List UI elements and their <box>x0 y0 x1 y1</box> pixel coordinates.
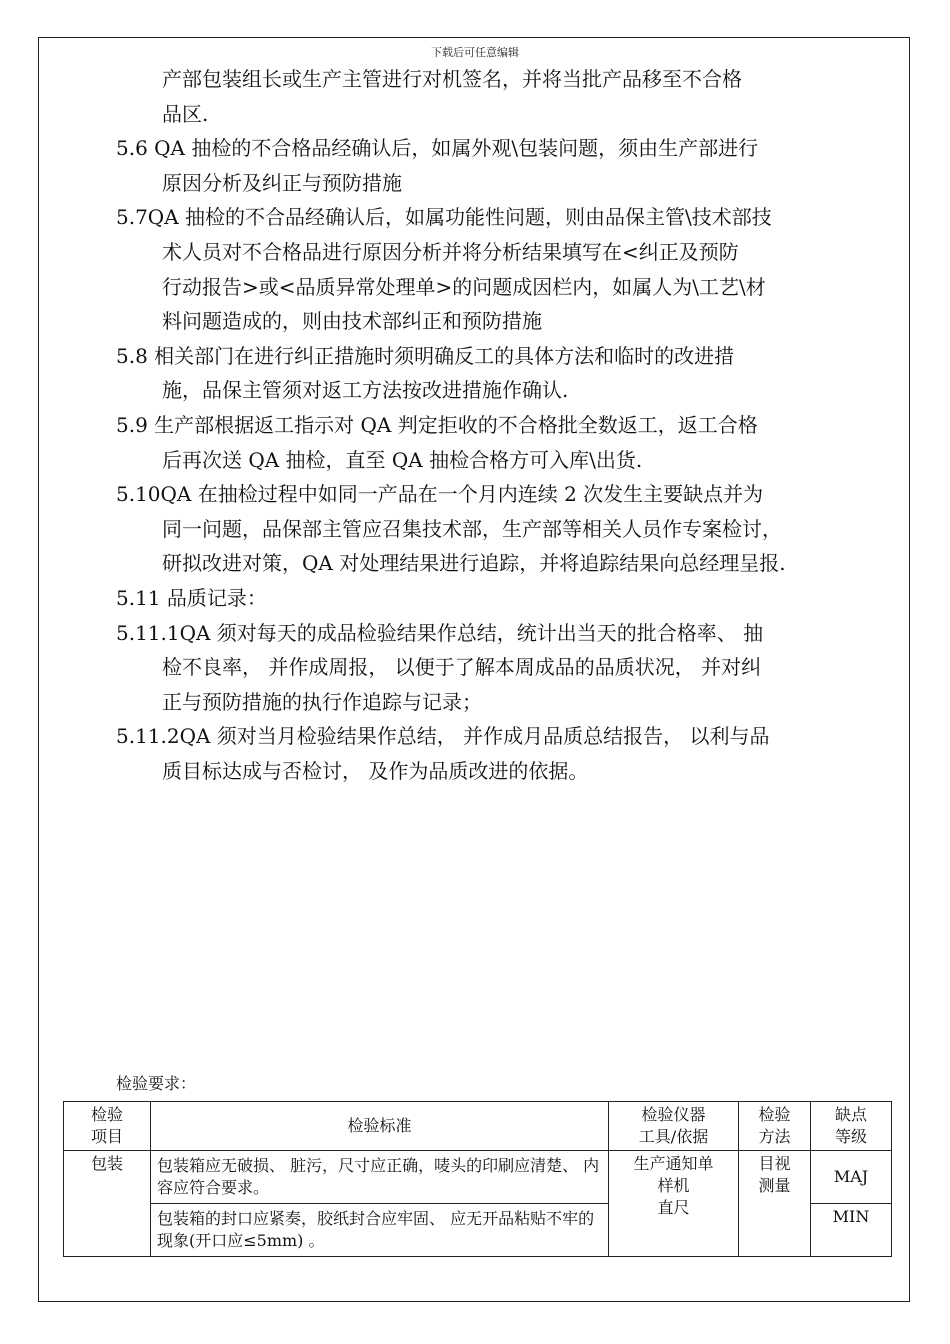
cell-grade-2: MIN <box>811 1204 892 1257</box>
text-line: 行动报告>或<品质异常处理单>的问题成因栏内，如属人为\工艺\材 <box>162 274 766 299</box>
text-line: 料问题造成的，则由技术部纠正和预防措施 <box>162 309 542 334</box>
text-line: 5.6 QA 抽检的不合格品经确认后，如属外观\包装问题，须由生产部进行 <box>116 136 759 161</box>
text-line: 产部包装组长或生产主管进行对机签名，并将当批产品移至不合格 <box>162 67 742 91</box>
header-standard: 检验标准 <box>151 1102 609 1151</box>
paragraph-5-7 <box>0 200 950 338</box>
text-line: 质目标达成与否检讨， 及作为品质改进的依据。 <box>162 758 589 783</box>
text-line: 5.11.1QA 须对每天的成品检验结果作总结，统计出当天的批合格率、 抽 <box>116 620 764 645</box>
header-item <box>64 1102 151 1151</box>
text-line: 5.11 品质记录： <box>116 585 267 610</box>
text-line: 5.8 相关部门在进行纠正措施时须明确反工的具体方法和临时的改进措 <box>116 343 735 368</box>
document-body <box>0 62 950 788</box>
text-line: 5.9 生产部根据返工指示对 QA 判定拒收的不合格批全数返工，返工合格 <box>116 412 758 437</box>
paragraph-5-6 <box>0 131 950 200</box>
paragraph-5-8 <box>0 339 950 408</box>
cell-tools <box>609 1151 739 1257</box>
inspection-table <box>63 1101 892 1257</box>
header-note: 下载后可任意编辑 <box>431 46 519 59</box>
paragraph-5-9 <box>0 408 950 477</box>
tool-line: 生产通知单 <box>633 1154 714 1173</box>
cell-standard-2: 包装箱的封口应紧奏，胶纸封合应牢固、 应无开品粘贴不牢的现象(开口应≤5mm) 。 <box>151 1204 609 1257</box>
paragraph-5-11 <box>0 581 950 616</box>
header-method-line: 检验 <box>758 1105 791 1124</box>
text-line: 正与预防措施的执行作追踪与记录； <box>162 689 482 714</box>
cell-grade-1: MAJ <box>811 1151 892 1204</box>
header-item-line: 项目 <box>90 1127 123 1146</box>
header-grade <box>811 1102 892 1151</box>
text-line: 5.7QA 抽检的不合品经确认后，如属功能性问题，则由品保主管\技术部技 <box>116 205 772 230</box>
text-line: 施，品保主管须对返工方法按改进措施作确认. <box>162 378 569 403</box>
text-line: 5.11.2QA 须对当月检验结果作总结， 并作成月品质总结报告， 以利与品 <box>116 724 770 749</box>
paragraph-5-11-1 <box>0 616 950 720</box>
header-tools-line: 工具/依据 <box>638 1127 709 1146</box>
table-header-row <box>64 1102 892 1151</box>
text-line: 5.10QA 在抽检过程中如同一产品在一个月内连续 2 次发生主要缺点并为 <box>116 482 764 507</box>
text-line: 研拟改进对策，QA 对处理结果进行追踪，并将追踪结果向总经理呈报. <box>162 551 786 576</box>
tool-line: 直尺 <box>657 1198 690 1217</box>
header-method-line: 方法 <box>758 1127 791 1146</box>
tool-line: 样机 <box>657 1176 690 1195</box>
text-line: 后再次送 QA 抽检，直至 QA 抽检合格方可入库\出货. <box>162 447 643 472</box>
text-line: 检不良率， 并作成周报， 以便于了解本周成品的品质状况， 并对纠 <box>162 655 762 680</box>
text-line: 术人员对不合格品进行原因分析并将分析结果填写在<纠正及预防 <box>162 239 739 264</box>
header-tools <box>609 1102 739 1151</box>
exam-requirements-label: 检验要求： <box>116 1074 197 1093</box>
paragraph-5-10 <box>0 477 950 581</box>
cell-method <box>739 1151 811 1257</box>
method-line: 目视 <box>758 1154 791 1173</box>
header-method <box>739 1102 811 1151</box>
header-tools-line: 检验仪器 <box>641 1105 706 1124</box>
paragraph-continuation <box>0 62 950 131</box>
paragraph-5-11-2 <box>0 719 950 788</box>
table-row <box>64 1151 892 1204</box>
method-line: 测量 <box>758 1176 791 1195</box>
cell-item: 包装 <box>64 1151 151 1257</box>
text-line: 原因分析及纠正与预防措施 <box>162 170 402 195</box>
text-line: 同一问题，品保部主管应召集技术部，生产部等相关人员作专案检讨， <box>162 516 782 541</box>
text-line: 品区. <box>162 101 209 126</box>
header-grade-line: 等级 <box>834 1127 867 1146</box>
header-grade-line: 缺点 <box>834 1105 867 1124</box>
cell-standard-1: 包装箱应无破损、 脏污，尺寸应正确，唛头的印刷应清楚、 内容应符合要求。 <box>151 1151 609 1204</box>
header-item-line: 检验 <box>90 1105 123 1124</box>
